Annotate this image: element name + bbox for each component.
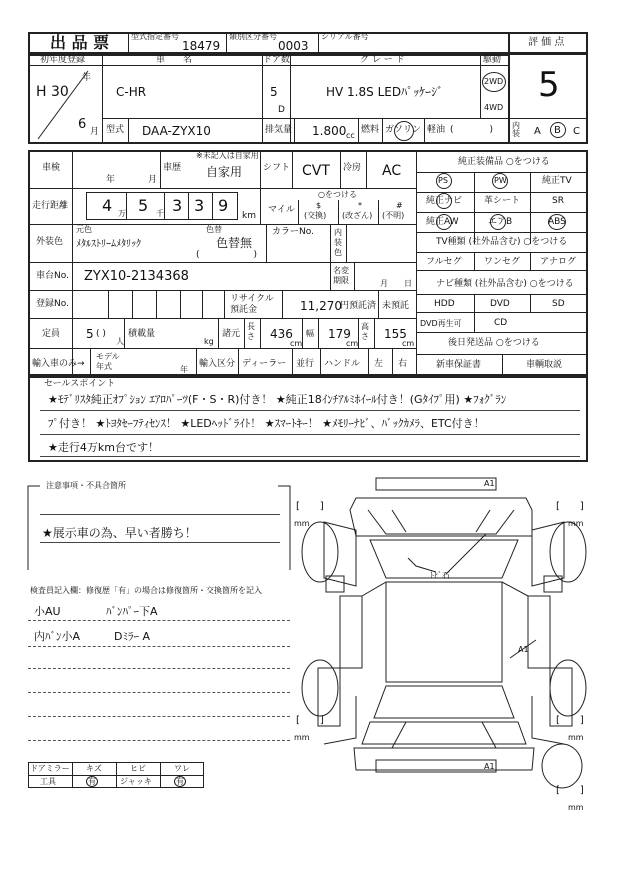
inspection-month-unit: 月 (148, 175, 158, 185)
diagram-a1-top: A1 (484, 479, 495, 488)
color-orig-label: 元色 (76, 225, 92, 234)
recycle-unit: 円預託済 (340, 301, 377, 311)
doors-suffix: D (278, 105, 285, 115)
inspector-label: 検査員記入欄：修復歴「有」の場合は修復箇所・交換箇所を記入 (30, 586, 262, 595)
tread-mm-rl: mm (294, 733, 310, 742)
model-year-unit: 年 (180, 365, 188, 374)
diagram-a1-bottom: A1 (484, 762, 495, 771)
tamper: (改ざん) (342, 211, 373, 220)
equipment-title: 純正装備品 ○をつける (458, 157, 550, 167)
equip-analog: アナログ (540, 257, 577, 267)
import-class-label: 輸入区分 (199, 359, 236, 369)
displacement-unit: cc (346, 131, 355, 140)
equip-leather: 革シート (484, 196, 521, 206)
first-reg-year-unit: 年 (82, 73, 92, 83)
fuel-gas: ガソリン (385, 125, 422, 135)
legend-scratch: キズ (86, 764, 102, 773)
legend-jack-have: 有 (176, 777, 184, 786)
circle-note: ○をつける (318, 190, 357, 199)
width: 179 (328, 327, 351, 341)
equip-ps: PS (438, 176, 448, 185)
color: ﾒﾀﾙｽﾄﾘｰﾑﾒﾀﾘｯｸ (76, 239, 141, 250)
first-reg-month: 6 (78, 117, 87, 132)
grade-points-value: 5 (538, 65, 560, 105)
repair-r1c1: 小AU (34, 605, 61, 618)
name-change-label: 名変期限 (333, 266, 349, 285)
equip-abs: ABS (548, 217, 566, 227)
interior-b: B (554, 125, 561, 136)
mileage-d2: 3 (194, 196, 205, 215)
height: 155 (384, 327, 407, 341)
car-diagram (296, 474, 596, 814)
equip-cd: CD (494, 318, 508, 328)
unknown: (不明) (382, 211, 405, 220)
car-name: C-HR (116, 85, 147, 99)
equip-oneseg: ワンセグ (484, 257, 521, 267)
equip-warranty: 新車保証書 (436, 360, 482, 370)
equip-dvd: DVD (490, 299, 510, 309)
tread-mm-rr: mm (568, 733, 584, 742)
equip-navi: 純正ナビ (426, 196, 463, 206)
length-unit: cm (290, 339, 303, 348)
capacity-paren: ( ) (96, 329, 106, 339)
notes-label: 注意事項・不具合箇所 (46, 481, 126, 490)
fuel-paren: ( ) (450, 125, 494, 135)
equip-airbag: エアB (488, 217, 513, 227)
sales-line1: ★ﾓﾃﾞﾘｽﾀ純正ｵﾌﾟｼｮﾝ ｴｱﾛﾊﾟｰﾂ(F・S・R)付き！ ★純正18ｲﾝﾁｱﾙﾐﾎｲｰﾙ付き！(Gﾀｲﾌﾟ用) ★ﾌｫｸﾞﾗﾝ (48, 393, 507, 406)
length-label: 長さ (247, 322, 255, 341)
tread-bracket-spare: [ ] (556, 785, 584, 796)
recycle: 11,270 (300, 299, 342, 313)
import-label: 輸入車のみ→ (32, 359, 85, 369)
car-name-label: 車 名 (156, 55, 193, 65)
recycle-label: リサイクル預託金 (230, 294, 274, 315)
interior-color-label: 内装色 (334, 228, 342, 257)
equip-tv: 純正TV (542, 176, 572, 186)
type-spec-value: 18479 (182, 39, 221, 53)
length: 436 (270, 327, 293, 341)
cooler-label: 冷房 (343, 163, 362, 173)
equip-fullseg: フルセグ (426, 257, 462, 267)
handle-label: ハンドル (324, 359, 361, 369)
sales-line2: ﾌﾟ付き！ ★ﾄﾖﾀｾｰﾌﾃｨｾﾝｽ！ ★LEDﾍｯﾄﾞﾗｲﾄ！ ★ｽﾏｰﾄｷｰ！ ★ﾒﾓﾘｰﾅﾋﾞ、ﾊﾞｯｸｶﾒﾗ、ETC付き！ (48, 417, 485, 430)
capacity-label: 定員 (42, 329, 61, 339)
diagram-pebble: ﾄﾋﾞ石 (430, 571, 450, 580)
legend-tool-have: 有 (88, 777, 96, 786)
navi-type: ナビ種類 (社外品含む) ○をつける (436, 279, 574, 289)
shift-label: シフト (263, 163, 291, 173)
tread-mm-spare: mm (568, 803, 584, 812)
first-reg-month-unit: 月 (90, 127, 100, 137)
grade-points-label: 評 価 点 (528, 37, 565, 48)
tread-bracket-rl: [ ] (296, 715, 324, 726)
form-title: 出 品 票 (50, 33, 110, 52)
mileage-label: 走行距離 (32, 201, 69, 211)
reg-label: 登録No. (36, 299, 69, 309)
color-change: 色替無 (216, 236, 253, 250)
colorno-label: カラーNo. (272, 227, 314, 237)
exchange-sym: $ (316, 201, 322, 210)
cooler: AC (382, 163, 402, 179)
tread-bracket-fr: [ ] (556, 501, 584, 512)
mileage-km: km (242, 211, 256, 221)
legend-crack: ヒビ (130, 764, 146, 773)
equip-dvd-play: DVD再生可 (420, 319, 462, 328)
exchange: (交換) (304, 211, 327, 220)
equip-pw: PW (494, 176, 507, 185)
doors-label: ドア数 (263, 55, 290, 65)
shift: CVT (302, 163, 330, 179)
legend-tool: 工具 (40, 777, 56, 786)
handle-right: 右 (398, 359, 408, 369)
width-label: 幅 (306, 329, 314, 338)
unknown-sym: # (396, 201, 403, 210)
load-unit: kg (204, 337, 214, 346)
drive-4wd: 4WD (484, 103, 504, 112)
type-spec-label: 型式指定番号 (131, 32, 179, 41)
equip-aw: 純正AW (426, 217, 459, 227)
equip-sr: SR (552, 196, 564, 206)
legend-broken: ワレ (174, 764, 190, 773)
dealer: ディーラー (242, 359, 287, 369)
chassis-label: 車台No. (36, 271, 69, 281)
model-year-label: モデル年式 (96, 352, 120, 371)
history-label: 車歴 (163, 163, 182, 173)
drive-2wd: 2WD (484, 77, 504, 86)
inspection-year-unit: 年 (106, 175, 116, 185)
width-unit: cm (346, 339, 359, 348)
color-label: 外装色 (36, 237, 64, 247)
first-reg-era: H 30 (36, 84, 69, 100)
fuel-label: 燃料 (361, 125, 380, 135)
legend-jack: ジャッキ (120, 777, 152, 786)
name-change-month: 月 (380, 279, 388, 288)
history: 自家用 (206, 165, 243, 179)
interior-label: 内装 (512, 121, 520, 138)
first-reg-label: 初年度登録 (40, 55, 86, 65)
mileage-sen-unit: 千 (156, 209, 164, 218)
inspection-label: 車検 (42, 163, 61, 173)
chassis: ZYX10-2134368 (84, 269, 189, 284)
model: DAA-ZYX10 (142, 124, 211, 138)
recycle-un: 未預託 (382, 301, 410, 311)
grade: HV 1.8S LEDﾊﾟｯｹｰｼﾞ (326, 85, 444, 99)
tread-bracket-fl: [ ] (296, 501, 324, 512)
legend-door-mirror: ドアミラー (30, 764, 70, 773)
mileage-sen: 5 (138, 196, 149, 215)
mileage-man-unit: 万 (118, 209, 126, 218)
tread-bracket-rr: [ ] (556, 715, 584, 726)
drive-label: 駆動 (483, 55, 502, 65)
sales-line3: ★走行4万km台です！ (48, 441, 159, 454)
color-code-label: 色替 (206, 225, 222, 234)
tread-mm-fr: mm (568, 519, 584, 528)
color-paren: ( ) (196, 250, 258, 260)
model-label: 型式 (106, 125, 125, 135)
tv-type: TV種類 (社外品含む) ○をつける (436, 237, 568, 247)
size-label: 諸元 (222, 329, 241, 339)
displacement-label: 排気量 (265, 125, 293, 135)
interior-a: A (534, 126, 541, 137)
repair-r2c1: 内ﾊﾞﾝ小A (34, 630, 81, 643)
serial-label: シリアル番号 (321, 32, 369, 41)
capacity: 5 (86, 327, 94, 341)
mileage-d1: 3 (172, 196, 183, 215)
mileage-d3: 9 (218, 196, 229, 215)
tread-mm-fl: mm (294, 519, 310, 528)
mileage-man: 4 (102, 196, 113, 215)
handle-left: 左 (374, 359, 384, 369)
diagram-a1-right: A1 (518, 645, 529, 654)
repair-r1c2: ﾊﾞﾝﾊﾟｰ下A (106, 605, 158, 618)
doors: 5 (270, 85, 278, 99)
history-note: ※未記入は自家用 (196, 151, 259, 160)
sales-label: セールスポイント (44, 379, 116, 389)
tamper-sym: * (358, 201, 362, 210)
height-unit: cm (402, 339, 415, 348)
parallel: 並行 (296, 359, 315, 369)
load-label: 積載量 (128, 329, 156, 339)
class-value: 0003 (278, 39, 309, 53)
height-label: 高さ (361, 322, 369, 341)
equip-sd: SD (552, 299, 565, 309)
later-send: 後日発送品 ○をつける (448, 338, 540, 348)
capacity-unit: 人 (116, 337, 124, 346)
repair-r2c2: Dﾐﾗｰ A (114, 630, 150, 643)
displacement: 1.800 (312, 124, 347, 138)
grade-label: グ レ ー ド (360, 55, 405, 65)
class-label: 類別区分番号 (229, 32, 277, 41)
mile-label: マイル (268, 205, 295, 215)
fuel-light: 軽油 (427, 125, 446, 135)
equip-manual: 車輌取説 (526, 360, 563, 370)
name-change-day: 日 (404, 279, 412, 288)
interior-c: C (573, 126, 580, 137)
equip-hdd: HDD (434, 299, 455, 309)
notes-text: ★展示車の為、早い者勝ち！ (42, 526, 197, 540)
